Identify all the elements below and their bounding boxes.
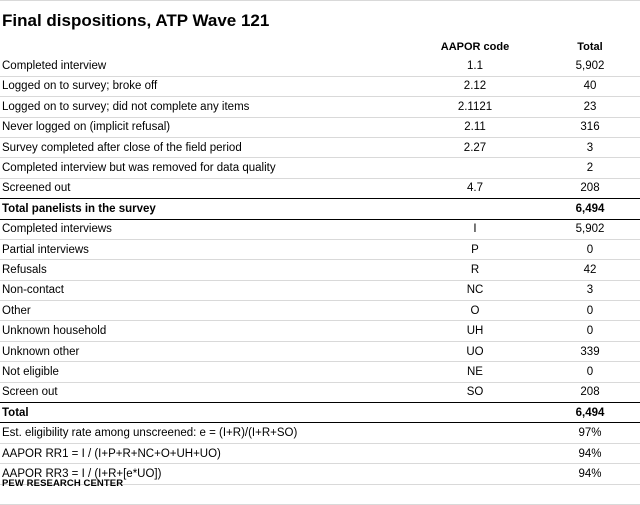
row-total: 339 xyxy=(550,341,640,361)
row-label: AAPOR RR1 = I / (I+P+R+NC+O+UH+UO) xyxy=(0,443,400,463)
row-label: Completed interview but was removed for data quality xyxy=(0,158,400,178)
row-aapor-code: SO xyxy=(400,382,550,402)
row-aapor-code: UH xyxy=(400,321,550,341)
row-aapor-code: P xyxy=(400,239,550,259)
row-label: AAPOR RR3 = I / (I+R+[e*UO]) xyxy=(0,464,400,484)
row-aapor-code xyxy=(400,443,550,463)
table-row xyxy=(0,219,640,239)
row-total: 0 xyxy=(550,362,640,382)
row-aapor-code xyxy=(400,158,550,178)
row-aapor-code: 2.1121 xyxy=(400,97,550,117)
row-aapor-code: R xyxy=(400,260,550,280)
row-label: Logged on to survey; did not complete any items xyxy=(0,97,400,117)
row-total: 5,902 xyxy=(550,56,640,76)
table-row xyxy=(0,56,640,76)
row-total: 6,494 xyxy=(550,403,640,423)
row-aapor-code xyxy=(400,199,550,219)
row-label: Screen out xyxy=(0,382,400,402)
row-label: Total panelists in the survey xyxy=(0,199,400,219)
row-aapor-code xyxy=(400,403,550,423)
row-aapor-code xyxy=(400,464,550,484)
row-label: Survey completed after close of the field period xyxy=(0,137,400,157)
row-total: 0 xyxy=(550,321,640,341)
table-row xyxy=(0,137,640,157)
row-label: Non-contact xyxy=(0,280,400,300)
table-row xyxy=(0,280,640,300)
row-total: 40 xyxy=(550,76,640,96)
row-label: Other xyxy=(0,301,400,321)
row-label: Partial interviews xyxy=(0,239,400,259)
row-label: Never logged on (implicit refusal) xyxy=(0,117,400,137)
row-total: 42 xyxy=(550,260,640,280)
table-row xyxy=(0,443,640,463)
row-label: Completed interviews xyxy=(0,219,400,239)
row-label: Screened out xyxy=(0,178,400,198)
table-row xyxy=(0,403,640,423)
row-total: 0 xyxy=(550,239,640,259)
table-row xyxy=(0,76,640,96)
row-aapor-code: 2.11 xyxy=(400,117,550,137)
row-aapor-code: NE xyxy=(400,362,550,382)
table-row xyxy=(0,382,640,402)
table-row xyxy=(0,321,640,341)
row-aapor-code: 2.12 xyxy=(400,76,550,96)
table-row xyxy=(0,301,640,321)
table-row xyxy=(0,341,640,361)
row-aapor-code: 4.7 xyxy=(400,178,550,198)
header-aapor-code: AAPOR code xyxy=(440,40,510,53)
row-label: Total xyxy=(0,403,400,423)
table-row xyxy=(0,260,640,280)
row-aapor-code: O xyxy=(400,301,550,321)
row-total: 0 xyxy=(550,301,640,321)
row-label: Logged on to survey; broke off xyxy=(0,76,400,96)
dispositions-table xyxy=(0,37,640,485)
row-label: Completed interview xyxy=(0,56,400,76)
row-aapor-code xyxy=(400,423,550,443)
row-aapor-code: 2.27 xyxy=(400,137,550,157)
row-total: 23 xyxy=(550,97,640,117)
row-total: 6,494 xyxy=(550,199,640,219)
row-label: Est. eligibility rate among unscreened: e = (I+R)/(I+R+SO) xyxy=(0,423,400,443)
row-total: 94% xyxy=(550,443,640,463)
row-aapor-code: NC xyxy=(400,280,550,300)
row-label: Refusals xyxy=(0,260,400,280)
row-label: Unknown other xyxy=(0,341,400,361)
table-row xyxy=(0,117,640,137)
row-aapor-code: I xyxy=(400,219,550,239)
row-total: 3 xyxy=(550,137,640,157)
row-aapor-code: 1.1 xyxy=(400,56,550,76)
table-row xyxy=(0,178,640,198)
table-row xyxy=(0,158,640,178)
row-label: Not eligible xyxy=(0,362,400,382)
table-row xyxy=(0,97,640,117)
table-title: Final dispositions, ATP Wave 121 xyxy=(2,11,270,30)
row-total: 3 xyxy=(550,280,640,300)
row-label: Unknown household xyxy=(0,321,400,341)
header-row xyxy=(0,37,640,56)
source-note: PEW RESEARCH CENTER xyxy=(2,478,124,489)
table-row xyxy=(0,199,640,219)
header-total: Total xyxy=(577,40,603,53)
row-total: 94% xyxy=(550,464,640,484)
table-row xyxy=(0,239,640,259)
table-row xyxy=(0,423,640,443)
row-total: 5,902 xyxy=(550,219,640,239)
header-label xyxy=(0,37,400,56)
table-row xyxy=(0,362,640,382)
row-total: 208 xyxy=(550,178,640,198)
row-total: 208 xyxy=(550,382,640,402)
row-total: 97% xyxy=(550,423,640,443)
row-aapor-code: UO xyxy=(400,341,550,361)
row-total: 316 xyxy=(550,117,640,137)
row-total: 2 xyxy=(550,158,640,178)
